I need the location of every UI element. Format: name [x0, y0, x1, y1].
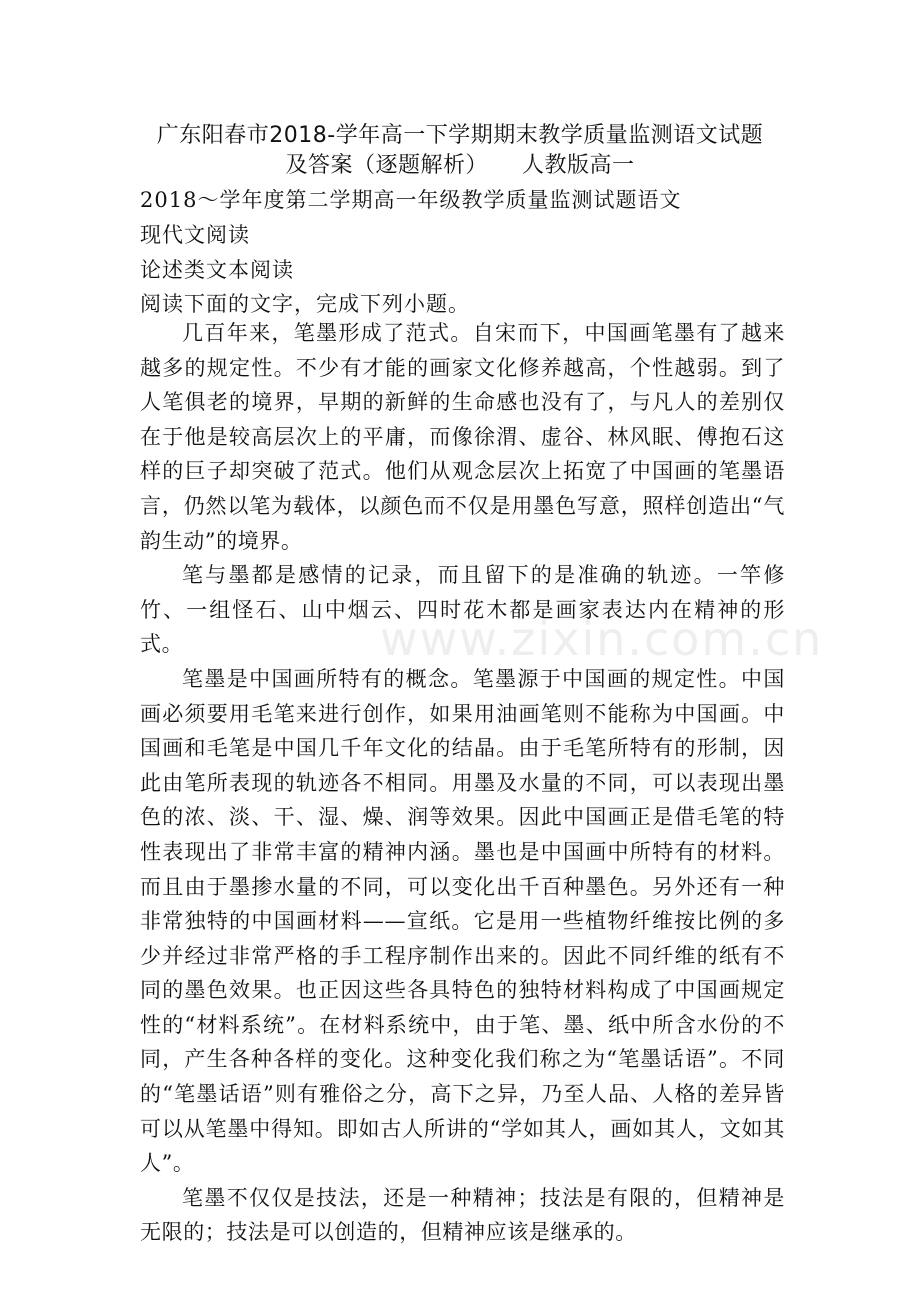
document-title-line2 [0, 148, 920, 179]
watermark: www.zixin.com.cn [380, 612, 824, 666]
paragraph: 笔与墨都是感情的记录，而且留下的是准确的轨迹。一竿修竹、一组怪石、山中烟云、四时花木都是画家表达内在精神的形式。 [140, 563, 785, 657]
title-edition-note: 人教版高一 [522, 153, 635, 178]
title-answer-note: 及答案（逐题解析） [285, 153, 488, 178]
reading-instruction: 阅读下面的文字，完成下列小题。 [140, 292, 470, 316]
subsection-heading: 论述类文本阅读 [140, 258, 294, 282]
paragraph: 笔墨是中国画所特有的概念。笔墨源于中国画的规定性。中国画必须要用毛笔来进行创作，如果用油画笔则不能称为中国画。中国画和毛笔是中国几千年文化的结晶。由于毛笔所特有的形制，因此由笔所表现的轨迹各不相同。用墨及水量的不同，可以表现出墨色的浓、淡、干、湿、燥、润等效果。因此中国画正是借毛笔的特性表现出了非常丰富的精神内涵。墨也是中国画中所特有的材料。而且由于墨掺水量的不同，可以变化出千百种墨色。另外还有一种非常独特的中国画材料——宣纸。它是用一些植物纤维按比例的多少并经过非常严格的手工程序制作出来的。因此不同纤维的纸有不同的墨色效果。也正因这些各具特色的独特材料构成了中国画规定性的“材料系统”。在材料系统中，由于笔、墨、纸中所含水份的不同，产生各种各样的变化。这种变化我们称之为“笔墨话语”。不同的“笔墨话语”则有雅俗之分，高下之异，乃至人品、人格的差异皆可以从笔墨中得知。即如古人所讲的“学如其人，画如其人，文如其人”。 [140, 666, 785, 1176]
paragraph: 几百年来，笔墨形成了范式。自宋而下，中国画笔墨有了越来越多的规定性。不少有才能的画家文化修养越高，个性越弱。到了人笔俱老的境界，早期的新鲜的生命感也没有了，与凡人的差别仅在于他是较高层次上的平庸，而像徐渭、虚谷、林风眠、傅抱石这样的巨子却突破了范式。他们从观念层次上拓宽了中国画的笔墨语言，仍然以笔为载体，以颜色而不仅是用墨色写意，照样创造出“气韵生动”的境界。 [140, 321, 785, 553]
document-subtitle: 2018～学年度第二学期高一年级教学质量监测试题语文 [140, 188, 682, 212]
article-body [140, 316, 785, 1250]
document-title-line1: 广东阳春市2018-学年高一下学期期末教学质量监测语文试题 [156, 123, 764, 148]
section-heading: 现代文阅读 [140, 223, 250, 247]
paragraph: 笔墨不仅仅是技法，还是一种精神；技法是有限的，但精神是无限的；技法是可以创造的，但精神应该是继承的。 [140, 1185, 785, 1245]
